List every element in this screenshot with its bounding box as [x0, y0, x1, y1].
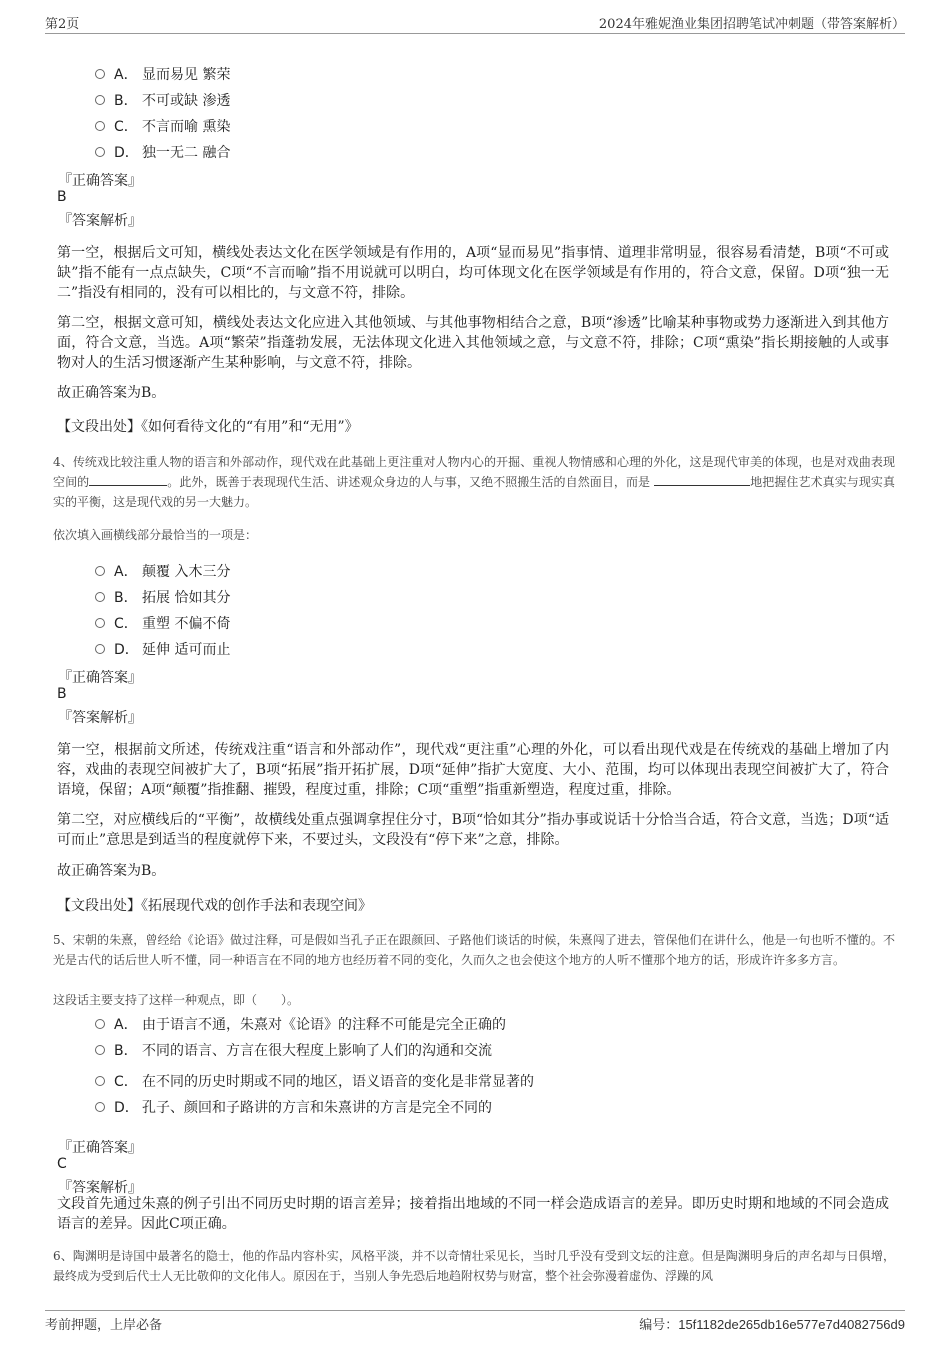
q5-stem: 5、宋朝的朱熹，曾经给《论语》做过注释，可是假如当孔子正在跟颜回、子路他们谈话的时候，朱熹闯了进去，管保他们在讲什么，他是一句也听不懂的。不光是古代的话后世人听不懂，同一种语言在不同的地方也经历着不同的变化，久而久之也会使这个地方的人听不懂那个地方的话，形成许许多多方言。 [53, 933, 895, 967]
q5-analysis-label: 『答案解析』 [58, 1180, 142, 1196]
q3-answer-label: 『正确答案』 [58, 173, 142, 189]
radio-icon[interactable] [95, 644, 105, 654]
blank-2 [654, 473, 750, 486]
q4-conclusion: 故正确答案为B。 [57, 863, 166, 879]
q5-option-b[interactable]: B． 不同的语言、方言在很大程度上影响了人们的沟通和交流 [95, 1040, 492, 1060]
q4-answer-label: 『正确答案』 [58, 670, 142, 686]
q5-option-c[interactable]: C． 在不同的历史时期或不同的地区，语义语音的变化是非常显著的 [95, 1071, 534, 1091]
radio-icon[interactable] [95, 1076, 105, 1086]
q3-analysis-p1: 第一空，根据后文可知，横线处表达文化在医学领域是有作用的，A项“显而易见”指事情、道理非常明显，很容易看清楚，B项“不可或缺”指不能有一点点缺失，C项“不言而喻”指不用说就可以明白，均可体现文化在医学领域是有作用的，符合文意，保留。D项“独一无二”指没有相同的，没有可以相比的，与文意不符，排除。 [57, 245, 889, 301]
footer-code: 编号：15f1182de265db16e577e7d4082756d9 [639, 1317, 905, 1333]
radio-icon[interactable] [95, 592, 105, 602]
q5-answer-label: 『正确答案』 [58, 1140, 142, 1156]
q4-option-b[interactable]: B． 拓展 恰如其分 [95, 587, 230, 607]
q5-analysis-p1: 文段首先通过朱熹的例子引出不同历史时期的语言差异；接着指出地域的不同一样会造成语言的差异。即历史时期和地域的不同会造成语言的差异。因此C项正确。 [57, 1196, 889, 1232]
q4-analysis-p2: 第二空，对应横线后的“平衡”，故横线处重点强调拿捏住分寸，B项“恰如其分”指办事或说话十分恰当合适，符合文意，当选；D项“适可而止”意思是到适当的程度就停下来，不要过头，文段没有“停下来”之意，排除。 [57, 812, 889, 848]
q4-option-c[interactable]: C． 重塑 不偏不倚 [95, 613, 230, 633]
q3-option-d[interactable]: D． 独一无二 融合 [95, 142, 230, 162]
radio-icon[interactable] [95, 1019, 105, 1029]
q5-prompt: 这段话主要支持了这样一种观点，即（ ）。 [53, 993, 300, 1007]
radio-icon[interactable] [95, 121, 105, 131]
document-title: 2024年雅妮渔业集团招聘笔试冲刺题（带答案解析） [598, 17, 905, 32]
q3-analysis-p2: 第二空，根据文意可知，横线处表达文化应进入其他领域、与其他事物相结合之意，B项“渗透”比喻某种事物或势力逐渐进入到其他方面，符合文意，当选。A项“繁荣”指蓬勃发展，无法体现文化进入其他领域之意，与文意不符，排除；C项“熏染”指长期接触的人或事物对人的生活习惯逐渐产生某种影响，与文意不符，排除。 [57, 315, 889, 371]
radio-icon[interactable] [95, 566, 105, 576]
q3-option-b[interactable]: B． 不可或缺 渗透 [95, 90, 230, 110]
q4-analysis-label: 『答案解析』 [58, 710, 142, 726]
q3-conclusion: 故正确答案为B。 [57, 385, 166, 401]
q4-analysis-p1: 第一空，根据前文所述，传统戏注重“语言和外部动作”，现代戏“更注重”心理的外化，可以看出现代戏是在传统戏的基础上增加了内容，戏曲的表现空间被扩大了，B项“拓展”指开拓扩展，D项“延伸”指扩大宽度、大小、范围，均可以体现出表现空间被扩大了，符合语境，保留；A项“颠覆”指推翻、摧毁，程度过重，排除；C项“重塑”指重新塑造，程度过重，排除。 [57, 742, 889, 798]
q4-stem: 4、传统戏比较注重人物的语言和外部动作，现代戏在此基础上更注重对人物内心的开掘、重视人物情感和心理的外化，这是现代审美的体现，也是对戏曲表现空间的 。此外，既善于表现现代生活、讲述观众身边的人与事，又绝不照搬生活的自然面目，而是 地把握住艺术真实与现实真实的平衡，这是现代戏的另一大魅力。 [53, 455, 895, 509]
q4-answer: B [57, 686, 67, 702]
blank-1 [89, 473, 167, 486]
q5-option-d[interactable]: D． 孔子、颜回和子路讲的方言和朱熹讲的方言是完全不同的 [95, 1097, 492, 1117]
q3-analysis-label: 『答案解析』 [58, 213, 142, 229]
page-number: 第2页 [45, 17, 80, 32]
radio-icon[interactable] [95, 1045, 105, 1055]
radio-icon[interactable] [95, 147, 105, 157]
footer-slogan: 考前押题，上岸必备 [45, 1318, 163, 1333]
q4-source: 【文段出处】《拓展现代戏的创作手法和表现空间》 [57, 898, 372, 914]
radio-icon[interactable] [95, 69, 105, 79]
q4-prompt: 依次填入画横线部分最恰当的一项是： [53, 528, 258, 542]
q4-option-d[interactable]: D． 延伸 适可而止 [95, 639, 230, 659]
q4-option-a[interactable]: A． 颠覆 入木三分 [95, 561, 230, 581]
q5-option-a[interactable]: A． 由于语言不通，朱熹对《论语》的注释不可能是完全正确的 [95, 1014, 506, 1034]
q3-source: 【文段出处】《如何看待文化的“有用”和“无用”》 [57, 419, 359, 435]
radio-icon[interactable] [95, 618, 105, 628]
footer-divider [45, 1310, 905, 1311]
header-divider [45, 33, 905, 34]
q3-answer: B [57, 189, 67, 205]
radio-icon[interactable] [95, 95, 105, 105]
q3-option-c[interactable]: C． 不言而喻 熏染 [95, 116, 230, 136]
q5-answer: C [57, 1156, 67, 1172]
q3-option-a[interactable]: A． 显而易见 繁荣 [95, 64, 230, 84]
radio-icon[interactable] [95, 1102, 105, 1112]
q6-stem: 6、陶渊明是诗国中最著名的隐士，他的作品内容朴实，风格平淡，并不以奇情壮采见长，当时几乎没有受到文坛的注意。但是陶渊明身后的声名却与日俱增，最终成为受到后代士人无比敬仰的文化伟人。原因在于，当别人争先恐后地趋附权势与财富，整个社会弥漫着虚伪、浮躁的风 [53, 1249, 895, 1283]
